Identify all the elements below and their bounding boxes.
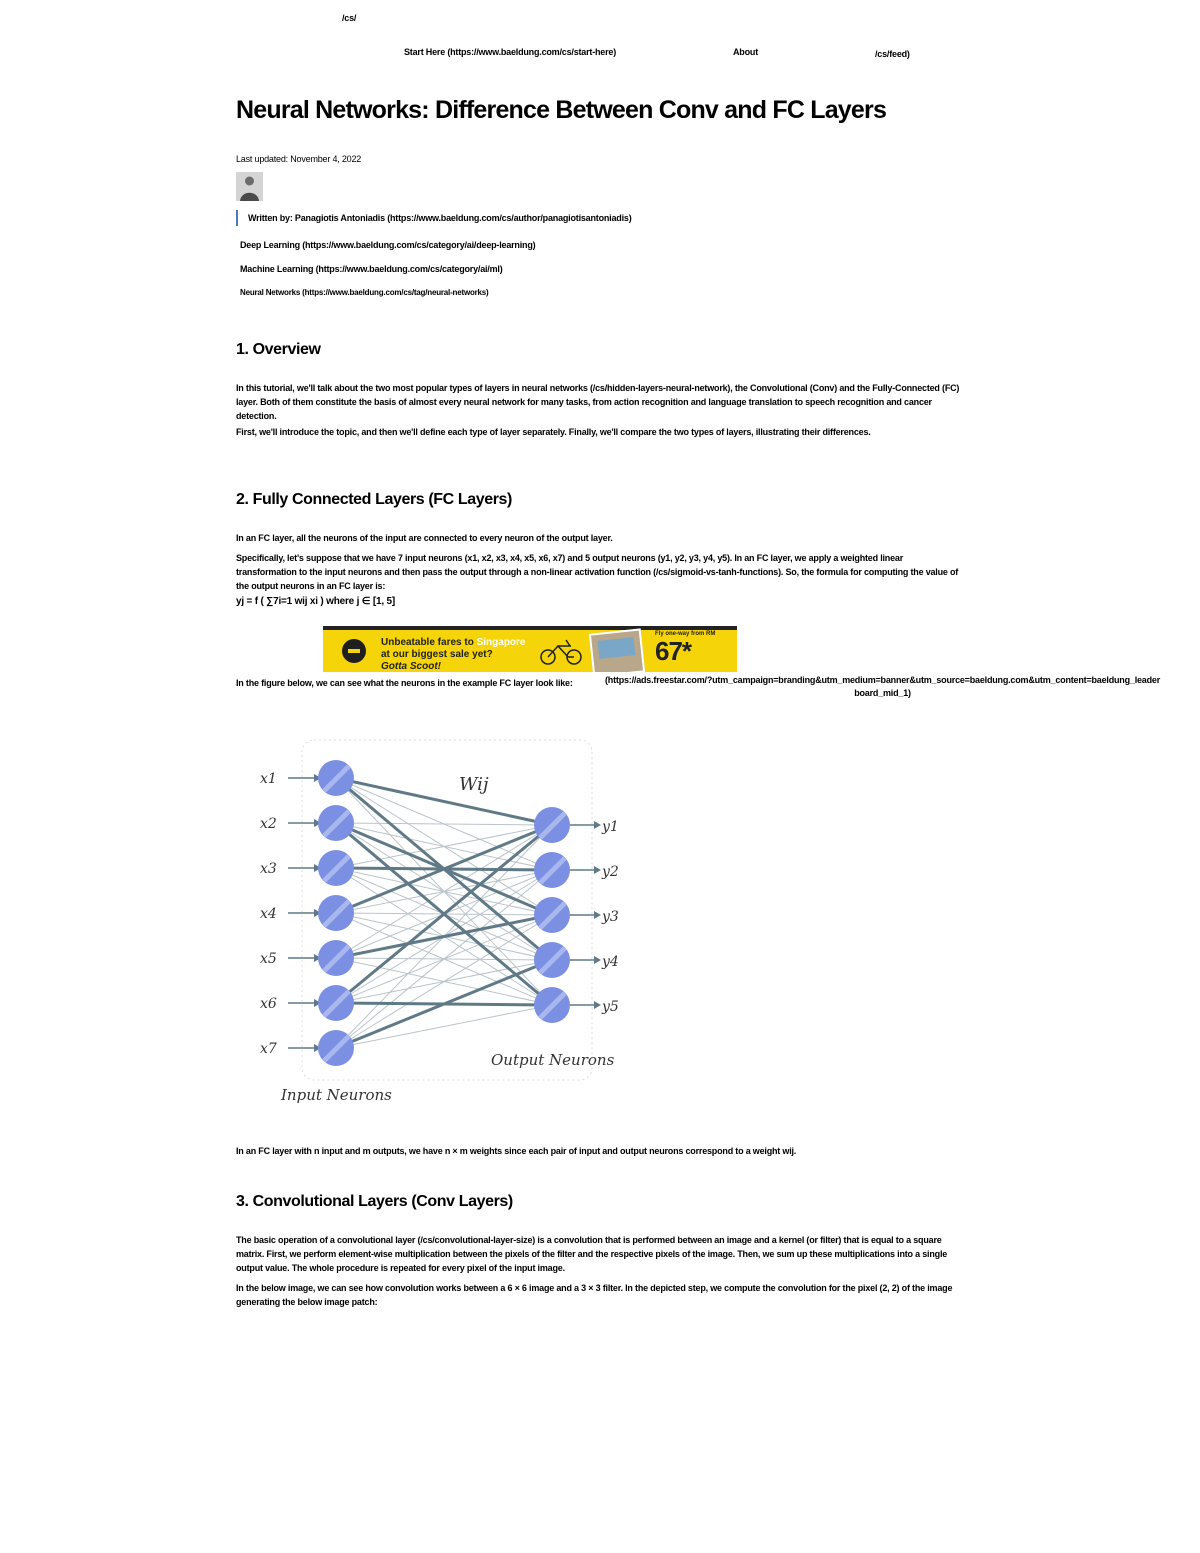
tag-machine-learning[interactable]: Machine Learning (https://www.baeldung.com/cs/category/ai/ml) [240,264,503,274]
ad-line-1a: Unbeatable fares to [381,637,477,648]
overview-paragraph-2: First, we'll introduce the topic, and then we'll define each type of layer separately. Finally, we'll compare the two types of layers, illustrating their differences. [236,427,871,437]
fc-paragraph-4: In an FC layer with n input and m outputs, we have n × m weights since each pair of input and output neurons correspond to a weight wij. [236,1146,797,1156]
output-label: y5 [602,999,619,1015]
page-title: Neural Networks: Difference Between Conv and FC Layers [236,96,887,124]
input-label: x5 [260,951,277,967]
ad-price-prefix: Fly one-way from RM [655,631,716,637]
ad-copy [381,637,526,672]
last-updated: Last updated: November 4, 2022 [236,154,362,164]
arrowhead-icon [594,911,601,919]
arrowhead-icon [594,1001,601,1009]
ad-line-2: at our biggest sale yet? [381,649,493,660]
fc-paragraph-3: In the figure below, we can see what the neurons in the example FC layer look like: [236,678,573,688]
nav-feed[interactable]: /cs/feed) [875,49,910,59]
input-label: x2 [260,816,277,832]
overview-body [236,381,966,439]
fc-body [236,531,966,609]
strong-connection [336,778,552,825]
output-label: y2 [602,864,619,880]
ad-price: 67* [655,636,692,666]
ad-line-3: Gotta Scoot! [381,661,441,672]
fc-formula: yj = f ( ∑7i=1 wij xi ) where j ∈ [1, 5] [236,596,396,607]
bicycle-illustration-icon [538,636,586,666]
section-heading-fc: 2. Fully Connected Layers (FC Layers) [236,491,512,508]
input-label: x7 [260,1041,277,1057]
output-label: y4 [602,954,619,970]
connection-line [336,823,552,825]
output-label: y1 [602,819,619,835]
output-caption: Output Neurons [491,1051,615,1069]
conv-paragraph-2: In the below image, we can see how convolution works between a 6 × 6 image and a 3 × 3 filter. In the depicted step, we compute the convolution for the pixel (2, 2) of the image generating the below image patch: [236,1283,953,1307]
scoot-logo-icon [342,639,366,663]
fc-paragraph-2: Specifically, let's suppose that we have 7 input neurons (x1, x2, x3, x4, x5, x6, x7) and 5 output neurons (y1, y2, y3, y4, y5). In an FC layer, we apply a weighted linear transformation to the input neurons and then pass the output through a non-linear activation function (/cs/sigmoid-vs-tanh-functions). So, the formula for computing the value of the output neurons in an FC layer is: [236,553,959,591]
conv-body [236,1233,966,1309]
tag-neural-networks[interactable]: Neural Networks (https://www.baeldung.com/cs/tag/neural-networks) [240,288,489,297]
fc-layer-figure [236,730,636,1110]
ad-banner[interactable] [323,626,737,672]
input-label: x4 [260,906,277,922]
connection-line [336,915,552,1048]
nav-start-here[interactable]: Start Here (https://www.baeldung.com/cs/start-here) [404,47,617,57]
fc-paragraph-1: In an FC layer, all the neurons of the input are connected to every neuron of the output layer. [236,533,613,543]
section-heading-overview: 1. Overview [236,341,321,358]
conv-paragraph-1: The basic operation of a convolutional layer (/cs/convolutional-layer-size) is a convolution that is performed between an image and a kernel (or filter) that is equal to a square matrix. First, we perform element-wise multiplication between the pixels of the filter and the respective pixels of the image. Then, we sum up these multiplications into a single output value. The whole procedure is repeated for every pixel of the input image. [236,1235,948,1273]
strong-connection [336,915,552,958]
output-label: y3 [602,909,619,925]
arrowhead-icon [594,821,601,829]
home-link[interactable]: /cs/ [342,13,357,23]
overview-paragraph-1: In this tutorial, we'll talk about the two most popular types of layers in neural networks (/cs/hidden-layers-neural-network), the Convolutional (Conv) and the Fully-Connected (FC) layer. Both of them constitute the basis of almost every neural network for many tasks, from action recognition and language translation to speech recognition and cancer detection. [236,383,960,421]
connection-line [336,825,552,868]
city-photo [589,628,645,672]
weight-label: Wij [459,774,489,795]
nav-about[interactable]: About [733,47,758,57]
author-avatar[interactable] [236,172,263,201]
input-label: x3 [260,861,277,877]
input-label: x1 [260,771,277,787]
connection-line [336,870,552,1048]
ad-link[interactable]: (https://ads.freestar.com/?utm_campaign=branding&utm_medium=banner&utm_source=baeldung.com&utm_content=baeldung_leaderboard_mid_1) [605,675,1161,698]
arrowhead-icon [594,866,601,874]
section-heading-conv: 3. Convolutional Layers (Conv Layers) [236,1193,513,1210]
tag-deep-learning[interactable]: Deep Learning (https://www.baeldung.com/cs/category/ai/deep-learning) [240,240,536,250]
author-link[interactable]: Written by: Panagiotis Antoniadis (https://www.baeldung.com/cs/author/panagiotisantoniadis) [248,213,632,223]
connection-line [336,1005,552,1048]
input-caption: Input Neurons [281,1086,392,1104]
input-label: x6 [260,996,277,1012]
connection-line [336,825,552,958]
author-accent-bar [236,210,238,226]
ad-line-1b: Singapore [476,637,526,648]
ad-top-strip [323,626,737,630]
arrowhead-icon [594,956,601,964]
